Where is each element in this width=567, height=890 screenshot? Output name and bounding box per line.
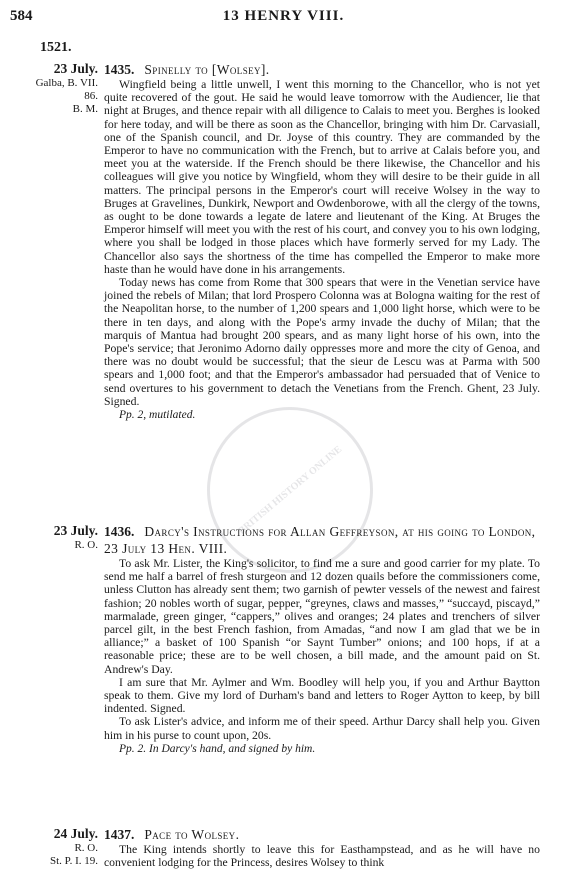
watermark-text: BRITISH HISTORY ONLINE (173, 373, 407, 607)
running-header (8, 8, 559, 28)
entry-note: Pp. 2. In Darcy's hand, and signed by him. (119, 742, 316, 755)
entry-1437-margin (6, 826, 98, 868)
entry-1435 (104, 61, 540, 422)
entry-source-ref: 86. (84, 90, 98, 102)
entry-paragraph: Wingfield being a little unwell, I went this morning to the Chancellor, who is not yet quite recovered of the gout. He said he would leave tomorrow with the Audiencer, lie that night at Bruges, and thence repair with all diligence to Calais to meet you. Berghes is looked for here today, and will be there as soon as the Chancellor, bringing with him Dr. Carvasiall, one of the Spanish council, and Dr. Joyse of this country. They are commanded by the Emperor to have no communication with the French, but to arrive at Calais before you, and meet you at the waterside. If the French should be there likewise, the Chancellor and his colleagues will give you notice by Wingfield, whom they will desire to be their guide in all matters. The principal persons in the Emperor's court will receive Wolsey in the way to Bruges at Gravelines, Dunkirk, Newport and Owdenborowe, with all the clergy of the towns, as ought to be done towards a legate de latere and lieutenant of the King. At Bruges the Emperor himself will meet you with the rest of his court, and convey you to his own lodging, where you shall be lodged in those places which have formerly served for my Lady. The Chancellor also says the shortness of the time has compelled the Emperor to make more haste than he would have done in his arrangements. (104, 78, 540, 276)
entry-date: 23 July. (53, 61, 98, 76)
entry-1437 (104, 826, 540, 869)
entry-source-ref: Galba, B. VII. (35, 77, 98, 89)
running-title: 13 HENRY VIII. (222, 8, 345, 24)
entry-source-ref: R. O. (74, 539, 98, 551)
entry-number: 1436. (104, 524, 135, 539)
entry-source-ref: St. P. I. 19. (50, 855, 98, 867)
entry-source-ref: R. O. (74, 842, 98, 854)
entry-source-ref: B. M. (72, 103, 98, 115)
page-number: 584 (10, 8, 33, 24)
entry-paragraph: Today news has come from Rome that 300 spears that were in the Venetian service have joined the rebels of Milan; that lord Prospero Colonna was at Bologna waiting for the rest of the Neapolitan horse, to the number of 1,200 spears and 1,000 light horse, which were to be there in ten days, and along with the Pope's army invade the duchy of Milan; that the marquis of Mantua had brought 200 spears, and as many light horse of his own, into the Pope's service; that Jeronimo Adorno daily oppresses more and more the city of Genoa, and there was no doubt would be successful; that the sieur de Lescu was at Parma with 500 spears and 1,000 foot; and that the Emperor's ambassador had persuaded that of Venice to send overtures to his government to detach the Venetians from the French. Ghent, 23 July. Signed. (104, 276, 540, 408)
entry-1435-margin (6, 61, 98, 116)
entry-paragraph: The King intends shortly to leave this for Easthampstead, and as he will have no convenient lodging for the Princess, desires Wolsey to think (104, 843, 540, 870)
entry-title: Pace to Wolsey. (144, 827, 240, 842)
entry-paragraph: To ask Lister's advice, and inform me of their speed. Arthur Darcy shall help you. Given him in his purse to count upon, 20s. (104, 715, 540, 742)
entry-heading (104, 61, 540, 78)
entry-title: Darcy's Instructions for Allan Geffreyson, at his going to London, 23 July 13 Hen. VIII. (104, 524, 536, 556)
entry-paragraph: To ask Mr. Lister, the King's solicitor, to find me a sure and good carrier for my plate. To send me half a barrel of fresh sturgeon and 12 dozen quails before the commissioners come, unless Clutton has already sent them; two garnish of pewter vessels of the newest and fairest fashion; 20 nobles worth of sugar, pepper, “greynes, claws and masses,” “succayd, piscayd,” marmalade, green ginger, “cappers,” olives and oranges; 24 plates and trenchers of silver parcel gilt, in the best French fashion, from Amadas, “and now I am glad that we be in alliance;” a basket of 100 Spanish “or Saynt Tumber” onions; and 100 hops, if at a reasonable price; these are to be well chosen, a bill made, and the amount paid on St. Andrew's Day. (104, 557, 540, 676)
entry-number: 1437. (104, 827, 135, 842)
entry-paragraph: I am sure that Mr. Aylmer and Wm. Boodley will help you, if you and Arthur Baytton speak to them. Give my lord of Durham's band and letters to Roger Aytton to keep, by bill indented. Signed. (104, 675, 540, 716)
entry-heading (104, 826, 540, 843)
entry-1436-margin (6, 523, 98, 552)
entry-number: 1435. (104, 62, 135, 77)
entry-note: Pp. 2, mutilated. (119, 409, 196, 422)
entry-date: 23 July. (53, 523, 98, 538)
entry-date: 24 July. (53, 826, 98, 841)
year-heading: 1521. (40, 40, 72, 55)
entry-title: Spinelly to [Wolsey]. (144, 62, 270, 77)
